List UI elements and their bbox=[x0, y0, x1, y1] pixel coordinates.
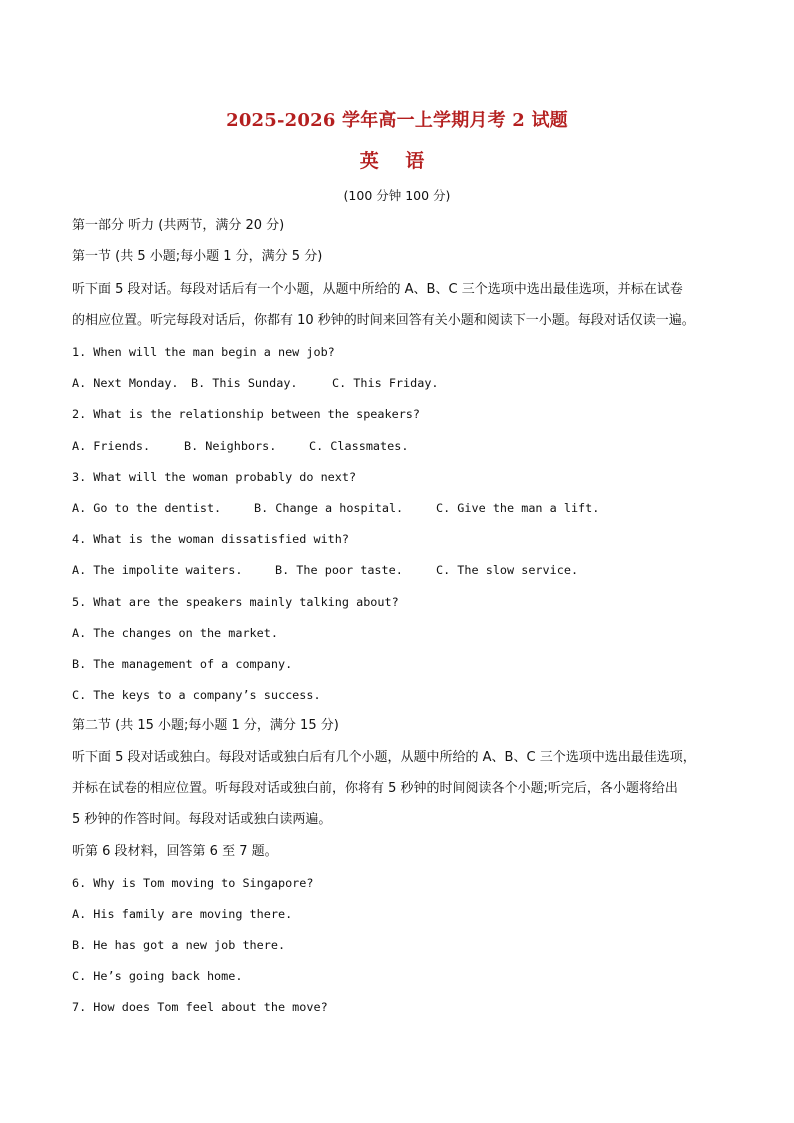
question-4-option-a: A. The impolite waiters. bbox=[72, 563, 243, 577]
question-2-options bbox=[72, 437, 408, 455]
question-2-option-a: A. Friends. bbox=[72, 439, 151, 453]
question-3-option-c: C. Give the man a lift. bbox=[436, 501, 600, 515]
question-5-option-c: C. The keys to a company’s success. bbox=[72, 688, 321, 702]
question-6: 6. Why is Tom moving to Singapore? bbox=[72, 876, 314, 890]
question-3-options bbox=[72, 499, 599, 517]
section1-instructions-line1: 听下面 5 段对话。每段对话后有一个小题，从题中所给的 A、B、C 三个选项中选出最佳选项，并标在试卷 bbox=[72, 282, 683, 297]
question-2: 2. What is the relationship between the speakers? bbox=[72, 407, 421, 421]
question-6-option-a: A. His family are moving there. bbox=[72, 907, 293, 921]
section1-instructions-line2: 的相应位置。听完每段对话后，你都有 10 秒钟的时间来回答有关小题和阅读下一小题。每段对话仅读一遍。 bbox=[72, 313, 695, 328]
question-3-option-b: B. Change a hospital. bbox=[254, 501, 404, 515]
question-5-option-a: A. The changes on the market. bbox=[72, 626, 278, 640]
section2-instructions-line2: 并标在试卷的相应位置。听每段对话或独白前，你将有 5 秒钟的时间阅读各个小题;听完后，各小题将给出 bbox=[72, 781, 678, 796]
question-6-option-c: C. He’s going back home. bbox=[72, 969, 243, 983]
question-2-option-c: C. Classmates. bbox=[309, 439, 409, 453]
question-3: 3. What will the woman probably do next? bbox=[72, 470, 357, 484]
part1-heading: 第一部分 听力 (共两节，满分 20 分) bbox=[72, 218, 285, 233]
material-6-heading: 听第 6 段材料，回答第 6 至 7 题。 bbox=[72, 844, 278, 859]
question-3-option-a: A. Go to the dentist. bbox=[72, 501, 222, 515]
question-4-option-c: C. The slow service. bbox=[436, 563, 579, 577]
question-5-option-b: B. The management of a company. bbox=[72, 657, 293, 671]
question-5: 5. What are the speakers mainly talking about? bbox=[72, 595, 399, 609]
section1-heading: 第一节 (共 5 小题;每小题 1 分，满分 5 分) bbox=[72, 249, 323, 264]
exam-title: 2025-2026 学年高一上学期月考 2 试题 bbox=[226, 110, 568, 131]
subject-title: 英 语 bbox=[359, 150, 435, 172]
question-4: 4. What is the woman dissatisfied with? bbox=[72, 532, 349, 546]
section2-instructions-line3: 5 秒钟的作答时间。每段对话或独白读两遍。 bbox=[72, 812, 332, 827]
question-2-option-b: B. Neighbors. bbox=[184, 439, 277, 453]
section2-heading: 第二节 (共 15 小题;每小题 1 分，满分 15 分) bbox=[72, 718, 339, 733]
question-6-option-b: B. He has got a new job there. bbox=[72, 938, 286, 952]
question-1-option-b: B. This Sunday. bbox=[191, 376, 298, 390]
question-1: 1. When will the man begin a new job? bbox=[72, 345, 335, 359]
question-1-option-a: A. Next Monday. bbox=[72, 376, 179, 390]
question-4-options bbox=[72, 561, 578, 579]
question-7: 7. How does Tom feel about the move? bbox=[72, 1000, 328, 1014]
section2-instructions-line1: 听下面 5 段对话或独白。每段对话或独白后有几个小题，从题中所给的 A、B、C 三个选项中选出最佳选项， bbox=[72, 750, 696, 765]
exam-duration: (100 分钟 100 分) bbox=[343, 188, 451, 203]
question-4-option-b: B. The poor taste. bbox=[275, 563, 403, 577]
question-1-option-c: C. This Friday. bbox=[332, 376, 439, 390]
question-1-options bbox=[72, 374, 439, 392]
